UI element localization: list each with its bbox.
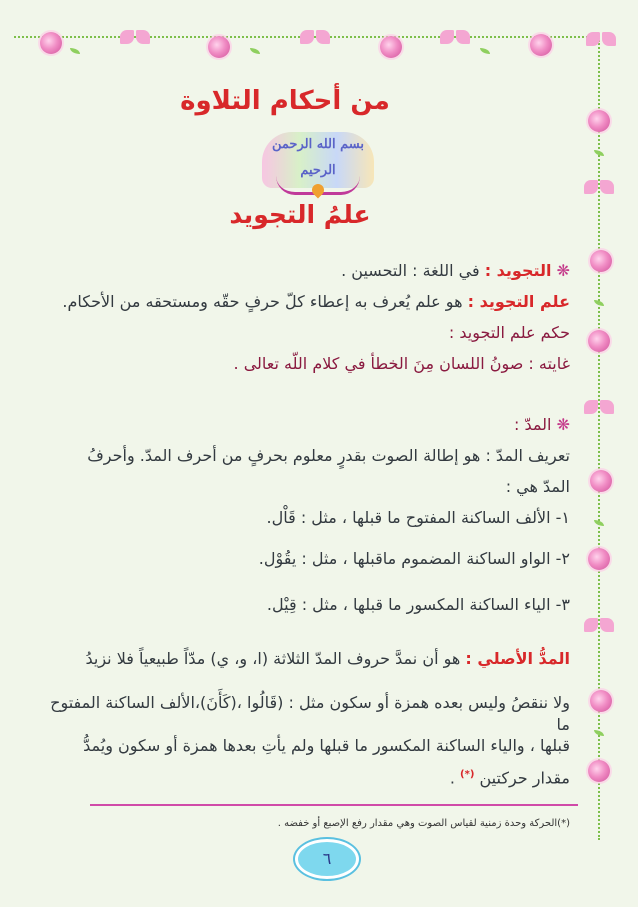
list-item: ٢- الواو الساكنة المضموم ماقبلها ، مثل : يقُوْل. [258,549,570,568]
leaf-icon [480,48,490,54]
madd-label: المدّ : [514,415,552,434]
bow-icon [584,180,614,196]
leaf-icon [250,48,260,54]
term-madd-asli: المدُّ الأصلي : [465,649,570,668]
bow-icon [120,30,150,46]
tajweed-definition [60,260,570,282]
hukm-line: حكم علم التجويد : [448,323,570,342]
bow-icon [584,400,614,416]
madd-asli-text-end: مقدار حركتين [479,768,570,788]
star-bullet-icon: ❋ [556,415,570,434]
right-garland-border [598,40,606,840]
rose-icon [590,690,612,712]
rose-icon [588,548,610,570]
madd-asli-line3: قبلها ، والياء الساكنة المكسور ما قبلها ولم يأتِ بعدها همزة أو سكون ويُمدُّ [83,736,570,755]
leaf-icon [70,48,80,54]
footnote-marker: (*) [460,769,475,780]
rose-icon [590,250,612,272]
rose-icon [208,36,230,58]
rose-icon [588,110,610,132]
list-item: ١- الألف الساكنة المفتوح ما قبلها ، مثل : قَاْل. [266,508,570,527]
madd-asli-line1 [40,648,570,670]
ghaya-line: غايته : صونُ اللسان مِنَ الخطأ في كلام اللّه تعالى . [233,354,570,373]
rose-icon [530,34,552,56]
star-bullet-icon: ❋ [556,261,570,280]
footnote-divider [90,804,578,806]
tajweed-def-text: في اللغة : التحسين . [341,261,480,280]
ilm-tajweed-definition [40,291,570,313]
madd-def-line1: تعريف المدّ : هو إطالة الصوت بقدرٍ معلوم بحرفٍ من أحرف المدّ. وأحرفُ [87,446,570,465]
list-item: ٣- الياء الساكنة المكسور ما قبلها ، مثل : قِيْل. [266,595,570,614]
madd-asli-line4 [60,764,570,789]
rose-icon [40,32,62,54]
period: . [449,768,455,788]
section-title: علمُ التجويد [229,200,371,229]
rose-icon [588,760,610,782]
madd-heading [60,414,570,436]
term-tajweed: التجويد : [484,261,552,280]
ornament-icon [276,176,360,195]
rose-icon [380,36,402,58]
ilm-def-text: هو علم يُعرف به إعطاء كلّ حرفٍ حقّه ومستحقه من الأحكام. [62,292,463,311]
footnote: (*)الحركة وحدة زمنية لقياس الصوت وهي مقدار رفع الإصبع أو خفضه . [277,818,570,829]
rose-icon [590,470,612,492]
bow-icon [300,30,330,46]
bow-icon [586,32,616,48]
madd-asli-text: هو أن نمدَّ حروف المدّ الثلاثة (ا، و، ي) مدّاً طبيعياً فلا نزيدُ [85,649,461,668]
bow-icon [584,618,614,634]
rose-icon [588,330,610,352]
page-title: من أحكام التلاوة [180,86,390,116]
bow-icon [440,30,470,46]
madd-def-line2: المدّ هي : [505,477,570,496]
madd-asli-line2: ولا ننقصُ وليس بعده همزة أو سكون مثل : (قَالُوا ،(كَأَنَ)،الألف الساكنة المفتوح ما [50,693,570,734]
term-ilm-tajweed: علم التجويد : [467,292,570,311]
basmala-calligraphy: بسم الله الرحمن الرحيم [262,132,374,188]
page-number-badge: ٦ [298,842,356,876]
